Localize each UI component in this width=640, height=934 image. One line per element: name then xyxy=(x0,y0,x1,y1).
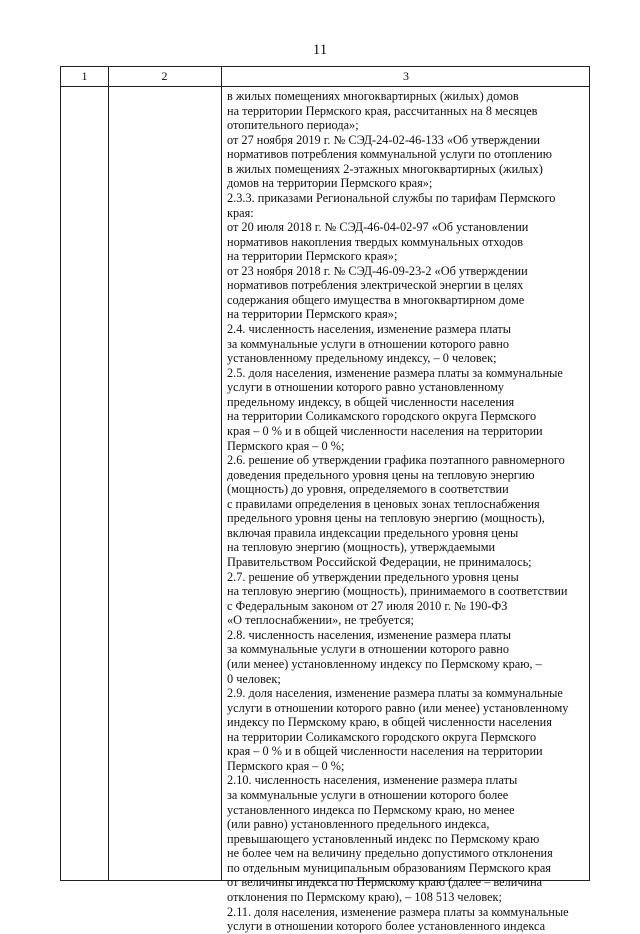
column-divider-1 xyxy=(108,67,109,880)
text-line: нормативов накопления твердых коммунальных отходов xyxy=(227,234,524,249)
text-line: с правилами определения в ценовых зонах теплоснабжения xyxy=(227,496,540,511)
text-line: на тепловую энергию (мощность), принимаемого в соответствии xyxy=(227,584,568,599)
text-line: за коммунальные услуги в отношении которого равно xyxy=(227,336,510,351)
text-line: Правительством Российской Федерации, не принималось; xyxy=(227,555,532,569)
text-line: индексу по Пермскому краю, в общей численности населения xyxy=(227,715,552,730)
text-line: (мощность) до уровня, определяемого в соответствии xyxy=(227,482,509,497)
text-line: 2.5. доля населения, изменение размера платы за коммунальные xyxy=(227,365,563,380)
text-line: Пермского края – 0 %; xyxy=(227,438,345,453)
text-line: не более чем на величину предельно допустимого отклонения xyxy=(227,846,553,861)
text-line: от 23 ноября 2018 г. № СЭД-46-09-23-2 «Об утверждении xyxy=(227,263,528,278)
text-line: 2.7. решение об утверждении предельного уровня цены xyxy=(227,569,519,584)
text-line: за коммунальные услуги в отношении которого более xyxy=(227,788,509,802)
text-line: от 27 ноября 2019 г. № СЭД-24-02-46-133 «Об утверждении xyxy=(227,132,541,147)
text-line: предельному индексу, в общей численности населения xyxy=(227,394,515,409)
text-line: края – 0 % и в общей численности населения на территории xyxy=(227,744,543,759)
text-line: нормативов потребления коммунальной услуги по отоплению xyxy=(227,147,552,162)
column-header-2: 2 xyxy=(161,69,168,83)
text-line: доведения предельного уровня цены на тепловую энергию xyxy=(227,467,535,482)
text-line: (или равно) установленного предельного индекса, xyxy=(227,817,490,832)
text-line: 2.4. численность населения, изменение размера платы xyxy=(227,322,512,336)
text-line: содержания общего имущества в многоквартирном доме xyxy=(227,292,525,307)
text-line: 2.10. численность населения, изменение размера платы xyxy=(227,773,518,788)
text-line: нормативов потребления электрической энергии в целях xyxy=(227,278,524,293)
text-line: Пермского края – 0 %; xyxy=(227,758,345,773)
text-line: на территории Пермского края»; xyxy=(227,307,398,322)
text-line: установленного индекса по Пермскому краю, но менее xyxy=(227,802,515,817)
text-line: 2.3.3. приказами Региональной службы по тарифам Пермского xyxy=(227,190,556,205)
column-3-text xyxy=(227,89,587,934)
text-line: домов на территории Пермского края»; xyxy=(227,176,433,191)
text-line: 0 человек; xyxy=(227,671,281,686)
text-line: на территории Соликамского городского округа Пермского xyxy=(227,409,537,424)
text-line: «О теплоснабжении», не требуется; xyxy=(227,613,414,628)
text-line: на тепловую энергию (мощность), утверждаемыми xyxy=(227,540,496,555)
text-line: на территории Пермского края, рассчитанных на 8 месяцев xyxy=(227,103,538,118)
text-line: услуги в отношении которого равно установленному xyxy=(227,380,505,395)
text-line: с Федеральным законом от 27 июля 2010 г. № 190-ФЗ xyxy=(227,598,508,613)
text-line: 2.9. доля населения, изменение размера платы за коммунальные xyxy=(227,686,563,701)
header-row-divider xyxy=(61,86,589,87)
text-line: (или менее) установленному индексу по Пермскому краю, – xyxy=(227,656,542,671)
column-divider-2 xyxy=(221,67,222,880)
text-line: превышающего установленный индекс по Пермскому краю xyxy=(227,831,540,846)
text-line: 2.6. решение об утверждении графика поэтапного равномерного xyxy=(227,453,565,468)
text-line: 2.8. численность населения, изменение размера платы xyxy=(227,627,512,642)
text-line: по отдельным муниципальным образованиям Пермского края xyxy=(227,860,551,875)
text-line: включая правила индексации предельного уровня цены xyxy=(227,525,519,540)
text-line: края: xyxy=(227,205,254,220)
text-line: края – 0 % и в общей численности населения на территории xyxy=(227,423,543,438)
text-line: отклонения по Пермскому краю), – 108 513 человек; xyxy=(227,889,502,904)
text-line: от 20 июля 2018 г. № СЭД-46-04-02-97 «Об установлении xyxy=(227,220,529,235)
text-line: в жилых помещениях 2-этажных многоквартирных (жилых) xyxy=(227,161,543,176)
column-header-1: 1 xyxy=(81,69,88,83)
text-line: установленному предельному индексу, – 0 человек; xyxy=(227,351,497,366)
text-line: от величины индекса по Пермскому краю (далее – величина xyxy=(227,875,543,890)
text-line: на территории Соликамского городского округа Пермского xyxy=(227,729,537,744)
page-number: 11 xyxy=(312,42,328,58)
text-line: услуги в отношении которого равно (или менее) установленному xyxy=(227,700,569,715)
document-table xyxy=(60,66,590,934)
text-line: услуги в отношении которого более установленного индекса xyxy=(227,919,546,934)
column-header-3: 3 xyxy=(403,69,409,83)
text-line: предельного уровня цены на тепловую энергию (мощность), xyxy=(227,511,545,526)
text-line: на территории Пермского края»; xyxy=(227,249,398,264)
text-line: в жилых помещениях многоквартирных (жилых) домов xyxy=(227,89,519,103)
text-line: отопительного периода»; xyxy=(227,118,359,133)
text-line: 2.11. доля населения, изменение размера платы за коммунальные xyxy=(227,904,569,919)
text-line: за коммунальные услуги в отношении которого равно xyxy=(227,642,510,657)
